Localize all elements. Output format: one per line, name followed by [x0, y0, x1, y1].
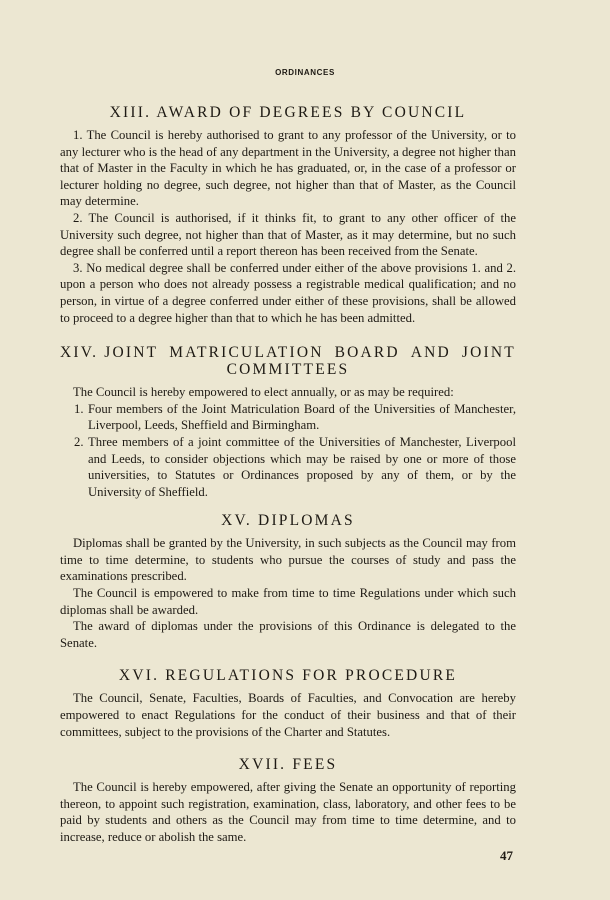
heading-word: XIV. JOINT — [60, 344, 159, 362]
page-content — [60, 104, 516, 846]
section-heading: XIII. AWARD OF DEGREES BY COUNCIL — [109, 104, 467, 121]
numbered-list — [60, 401, 516, 501]
list-number: 1. — [74, 401, 84, 416]
section-xvi — [60, 667, 516, 740]
section-xiv — [60, 344, 516, 500]
section-xvii — [60, 756, 516, 845]
heading-word: AND — [410, 344, 451, 362]
section-heading: XVI. REGULATIONS FOR PROCEDURE — [118, 667, 458, 685]
paragraph: 2. The Council is authorised, if it thinks fit, to grant to any other officer of the University such degree, not higher than that of Master, as it may determine, but no such degree shall be conferred until a report thereon has been received from the Senate. — [60, 210, 516, 259]
section-xv — [60, 512, 516, 651]
paragraph: The Council is empowered to make from time to time Regulations under which such diplomas shall be awarded. — [60, 586, 516, 617]
section-heading: XV. DIPLOMAS — [221, 512, 355, 530]
list-item — [74, 434, 516, 500]
paragraph: The award of diplomas under the provisions of this Ordinance is delegated to the Senate. — [60, 619, 516, 650]
paragraph: The Council is hereby empowered, after giving the Senate an opportunity of reporting thereon, to appoint such registration, examination, class, laboratory, and other fees to be paid by students and others as the Council may from time to time determine, and to increase, reduce or abolish the same. — [60, 780, 516, 844]
section-heading: XVII. FEES — [238, 756, 338, 774]
section-xiii — [60, 104, 516, 326]
paragraph: Diplomas shall be granted by the University, in such subjects as the Council may from time to time determine, to students who pursue the courses of study and pass the examinations prescribed. — [60, 536, 516, 584]
heading-word: MATRICULATION — [169, 344, 324, 362]
section-heading — [60, 344, 516, 378]
list-item — [74, 401, 516, 434]
paragraph: 3. No medical degree shall be conferred under either of the above provisions 1. and 2. upon a person who does not already possess a registrable medical qualification; and no person, in virtue of a degree conferred under either of these provisions, shall be allowed to proceed to a degree higher than that to which he has been admitted. — [60, 260, 516, 325]
paragraph: 1. The Council is hereby authorised to grant to any professor of the University, or to any lecturer who is the head of any department in the University, a degree not higher than that of Master in the Faculty in which he has graduated, or, in the case of a professor or lecturer holding no degree, such degree, not higher than that of Master, as the Council may determine. — [60, 128, 516, 209]
heading-word: JOINT — [461, 344, 516, 362]
list-item-text: Three members of a joint committee of the Universities of Manchester, Liverpool and Leeds, to consider objections which may be raised by one or more of those universities, to Statutes or Ordinances proposed by any of them, or by the University of Sheffield. — [88, 434, 516, 499]
page-number: 47 — [500, 848, 513, 863]
running-head: ORDINANCES — [275, 68, 335, 77]
list-number: 2. — [74, 434, 84, 449]
paragraph: The Council, Senate, Faculties, Boards of Faculties, and Convocation are hereby empowered to enact Regulations for the conduct of their business and that of their committees, subject to the provisions of the Charter and Statutes. — [60, 691, 516, 739]
heading-word: COMMITTEES — [226, 361, 350, 379]
paragraph: The Council is hereby empowered to elect annually, or as may be required: — [73, 385, 454, 400]
heading-word: BOARD — [334, 344, 400, 362]
list-item-text: Four members of the Joint Matriculation Board of the Universities of Manchester, Liverpool, Leeds, Sheffield and Birmingham. — [88, 401, 516, 433]
